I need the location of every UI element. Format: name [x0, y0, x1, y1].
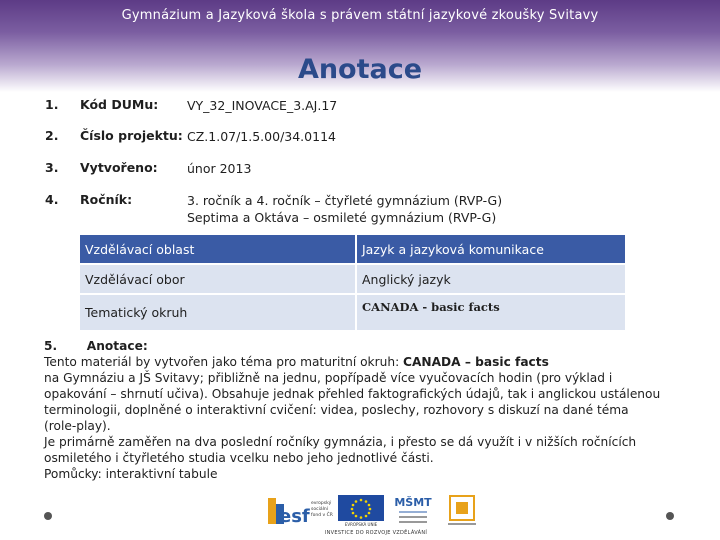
annotation-heading: 5. Anotace: [44, 339, 148, 353]
info-value-line1: 3. ročník a 4. ročník – čtyřleté gymnázium (RVP-G) [187, 193, 503, 208]
table-row [79, 294, 626, 331]
annotation-line: terminologii, doplněné o interaktivní cvičení: videa, poslechy, rozhovory s diskuzí na dané téma [44, 403, 629, 417]
curriculum-table [78, 233, 627, 332]
esf-sub-line: sociální [311, 507, 328, 512]
table-cell-label: Vzdělávací obor [79, 264, 356, 294]
info-value-line2: Septima a Oktáva – osmileté gymnázium (RVP-G) [187, 210, 497, 225]
info-label: Číslo projektu: [80, 128, 183, 143]
info-num: 3. [45, 160, 59, 175]
info-label: Kód DUMu: [80, 97, 159, 112]
annotation-line: Pomůcky: interaktivní tabule [44, 467, 218, 481]
eu-caption: EVROPSKÁ UNIE [344, 522, 378, 527]
info-label: Ročník: [80, 192, 133, 207]
table-cell-value: CANADA - basic facts [356, 294, 626, 331]
table-cell-label: Tematický okruh [79, 294, 356, 331]
info-value: CZ.1.07/1.5.00/34.0114 [187, 129, 336, 144]
annotation-line: na Gymnáziu a JŠ Svitavy; přibližně na jednu, popřípadě více vyučovacích hodin (pro výklad i [44, 371, 613, 385]
info-value: VY_32_INOVACE_3.AJ.17 [187, 98, 338, 113]
esf-text: esf [279, 506, 310, 527]
annotation-topic: CANADA – basic facts [403, 355, 549, 369]
bullet-dot-icon [44, 512, 52, 520]
table-cell-label: Vzdělávací oblast [79, 234, 356, 264]
info-value: únor 2013 [187, 161, 252, 176]
msmt-text: MŠMT [394, 496, 432, 509]
esf-sub-line: fond v ČR [311, 513, 333, 518]
school-name: Gymnázium a Jazyková škola s právem státní jazykové zkoušky Svitavy [121, 8, 599, 23]
info-num: 2. [45, 128, 59, 143]
table-cell-value: Jazyk a jazyková komunikace [356, 234, 626, 264]
esf-sub-line: evropský [311, 501, 332, 506]
info-label: Vytvořeno: [80, 160, 158, 175]
info-num: 4. [45, 192, 59, 207]
info-num: 1. [45, 97, 59, 112]
op-vk-logo-icon [442, 492, 482, 530]
table-row [79, 234, 626, 264]
eu-flag-icon [336, 495, 386, 527]
annotation-block [44, 338, 694, 482]
annotation-line: (role-play). [44, 419, 111, 433]
logos-caption: INVESTICE DO ROZVOJE VZDĚLÁVÁNÍ [324, 530, 428, 536]
funding-logos [266, 490, 486, 538]
annotation-line: Je primárně zaměřen na dva poslední ročníky gymnázia, i přesto se dá využít i v nižších ročnících [44, 435, 637, 449]
esf-logo-icon [266, 494, 333, 528]
table-row [79, 264, 626, 294]
annotation-line [44, 354, 694, 370]
msmt-logo-icon [393, 490, 433, 530]
annotation-line1-text: Tento materiál by vytvořen jako téma pro maturitní okruh: [44, 355, 404, 369]
annotation-line: opakování – shrnutí učiva). Obsahuje jednak přehled faktografických údajů, tak i anglickou ustálenou [44, 387, 661, 401]
bullet-dot-icon [666, 512, 674, 520]
info-value [187, 192, 502, 226]
table-cell-value: Anglický jazyk [356, 264, 626, 294]
page-title: Anotace [297, 54, 423, 85]
annotation-line: osmiletého i čtyřletého studia vcelku nebo jeho jednotlivé části. [44, 451, 434, 465]
